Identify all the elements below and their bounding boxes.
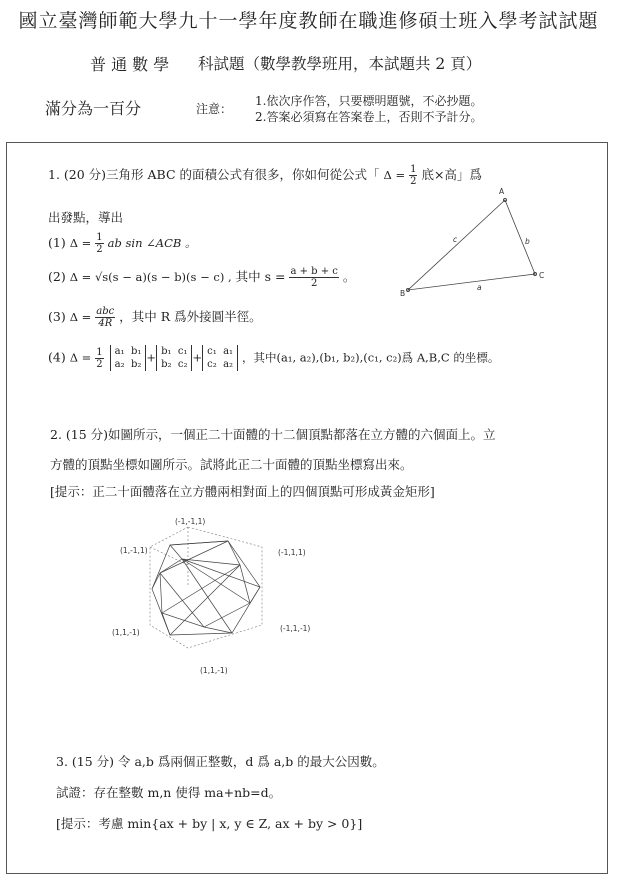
full-score: 滿分為一百分 bbox=[45, 99, 142, 118]
f4-fraction bbox=[95, 347, 103, 370]
f2-heron: Δ = √s(s − a)(s − b)(s − c) , bbox=[69, 270, 232, 284]
q1-intro-text: 1. (20 分)三角形 ABC 的面積公式有很多，你如何從公式「 bbox=[48, 167, 380, 182]
f4-rhs: ，其中(a₁, a₂),(b₁, b₂),(c₁, c₂)爲 A,B,C 的坐標。 bbox=[242, 350, 500, 365]
q1-intro-formula: Δ = bbox=[383, 168, 406, 182]
coord-upper-left: (1,-1,1) bbox=[120, 546, 148, 555]
exam-subtitle: 科試題（數學教學班用，本試題共 2 頁） bbox=[198, 55, 482, 73]
label-a: a bbox=[477, 283, 482, 292]
q1-intro-tail: 底×高」爲 bbox=[421, 167, 482, 182]
q3-line1: 3. (15 分) 令 a,b 爲兩個正整數，d 爲 a,b 的最大公因數。 bbox=[56, 754, 385, 769]
q1-formula-3 bbox=[48, 306, 262, 329]
f2-end: 。 bbox=[342, 269, 356, 284]
frac-den: 4R bbox=[98, 318, 113, 329]
triangle-diagram bbox=[395, 187, 555, 300]
icosahedron-diagram bbox=[100, 515, 330, 680]
q2-line1: 2. (15 分)如圖所示，一個正二十面體的十二個頂點都落在立方體的六個面上。立 bbox=[50, 427, 496, 442]
f1-rhs: ab sin ∠ACB 。 bbox=[107, 236, 197, 250]
det-cell: b₁ bbox=[161, 346, 172, 357]
f3-rhs: ，其中 R 爲外接圓半徑。 bbox=[119, 309, 262, 324]
icosahedron-edges bbox=[152, 541, 260, 635]
frac-num: 1 bbox=[96, 232, 103, 243]
q1-intro bbox=[48, 164, 482, 187]
triangle-outline bbox=[408, 200, 535, 290]
det-cell: b₂ bbox=[131, 359, 142, 370]
label-A: A bbox=[499, 187, 505, 196]
q1-line2: 出發點，導出 bbox=[48, 210, 124, 225]
q3-line2: 試證：存在整數 m,n 使得 ma+nb=d。 bbox=[56, 785, 282, 800]
coord-bottom: (1,1,-1) bbox=[200, 666, 228, 675]
q2-hint: [提示：正二十面體落在立方體兩相對面上的四個頂點可形成黃金矩形] bbox=[50, 484, 435, 499]
det-cell: a₂ bbox=[114, 359, 125, 370]
f3-label: (3) bbox=[48, 309, 66, 324]
subject-name: 普 通 數 學 bbox=[90, 55, 170, 74]
note-label: 注意： bbox=[196, 102, 233, 116]
label-B: B bbox=[400, 289, 406, 298]
frac-den: 2 bbox=[96, 358, 103, 370]
coord-lower-right: (-1,1,-1) bbox=[280, 624, 311, 633]
q1-formula-2 bbox=[48, 266, 355, 289]
det-cell: c₂ bbox=[177, 359, 188, 370]
note-1: 1.依次序作答，只要標明題號，不必抄題。 bbox=[255, 94, 483, 108]
q1-formula-1 bbox=[48, 232, 197, 255]
det-cell: c₂ bbox=[207, 359, 217, 370]
label-C: C bbox=[539, 271, 545, 280]
frac-num: 1 bbox=[96, 346, 103, 358]
label-c: c bbox=[453, 235, 458, 244]
q1-intro-fraction bbox=[409, 164, 417, 187]
frac-num: a + b + c bbox=[290, 266, 338, 277]
f4-det-2 bbox=[156, 345, 192, 371]
f4-label: (4) bbox=[48, 349, 66, 365]
f3-lhs: Δ = bbox=[69, 310, 92, 324]
frac-den: 2 bbox=[410, 176, 417, 187]
det-cell: b₂ bbox=[161, 359, 172, 370]
f2-where: 其中 s = bbox=[235, 269, 286, 284]
det-cell: b₁ bbox=[131, 346, 142, 357]
frac-num: abc bbox=[96, 306, 115, 317]
det-cell: a₁ bbox=[223, 346, 234, 357]
det-cell: c₁ bbox=[177, 346, 188, 357]
q2-line2: 方體的頂點坐標如圖所示。試將此正二十面體的頂點坐標寫出來。 bbox=[50, 457, 413, 472]
f1-lhs: Δ = bbox=[69, 236, 92, 250]
f4-plus: + bbox=[146, 350, 157, 365]
f3-fraction bbox=[95, 306, 115, 329]
frac-den: 2 bbox=[310, 278, 318, 289]
f4-plus: + bbox=[192, 350, 203, 365]
det-cell: c₁ bbox=[207, 346, 217, 357]
det-cell: a₂ bbox=[223, 359, 234, 370]
f2-fraction bbox=[289, 266, 338, 289]
frac-den: 2 bbox=[96, 244, 103, 255]
q1-formula-4 bbox=[48, 345, 499, 371]
det-cell: a₁ bbox=[114, 346, 125, 357]
f4-det-1 bbox=[110, 345, 147, 371]
f4-lhs: Δ = bbox=[69, 350, 92, 365]
q3-hint: [提示：考慮 min{ax + by | x, y ∈ Z, ax + by > 0}] bbox=[56, 816, 363, 831]
exam-title: 國立臺灣師範大學九十一學年度教師在職進修碩士班入學考試試題 bbox=[18, 10, 599, 32]
coord-lower-left: (1,1,-1) bbox=[112, 628, 140, 637]
f4-det-3 bbox=[202, 345, 238, 371]
label-b: b bbox=[525, 237, 530, 246]
coord-top: (-1,-1,1) bbox=[175, 517, 206, 526]
note-2: 2.答案必須寫在答案卷上，否則不予計分。 bbox=[255, 110, 483, 124]
cube-edges bbox=[150, 527, 262, 648]
coord-upper-right: (-1,1,1) bbox=[278, 548, 306, 557]
f1-label: (1) bbox=[48, 235, 66, 250]
frac-num: 1 bbox=[410, 164, 417, 175]
f1-fraction bbox=[95, 232, 103, 255]
f2-label: (2) bbox=[48, 269, 66, 284]
